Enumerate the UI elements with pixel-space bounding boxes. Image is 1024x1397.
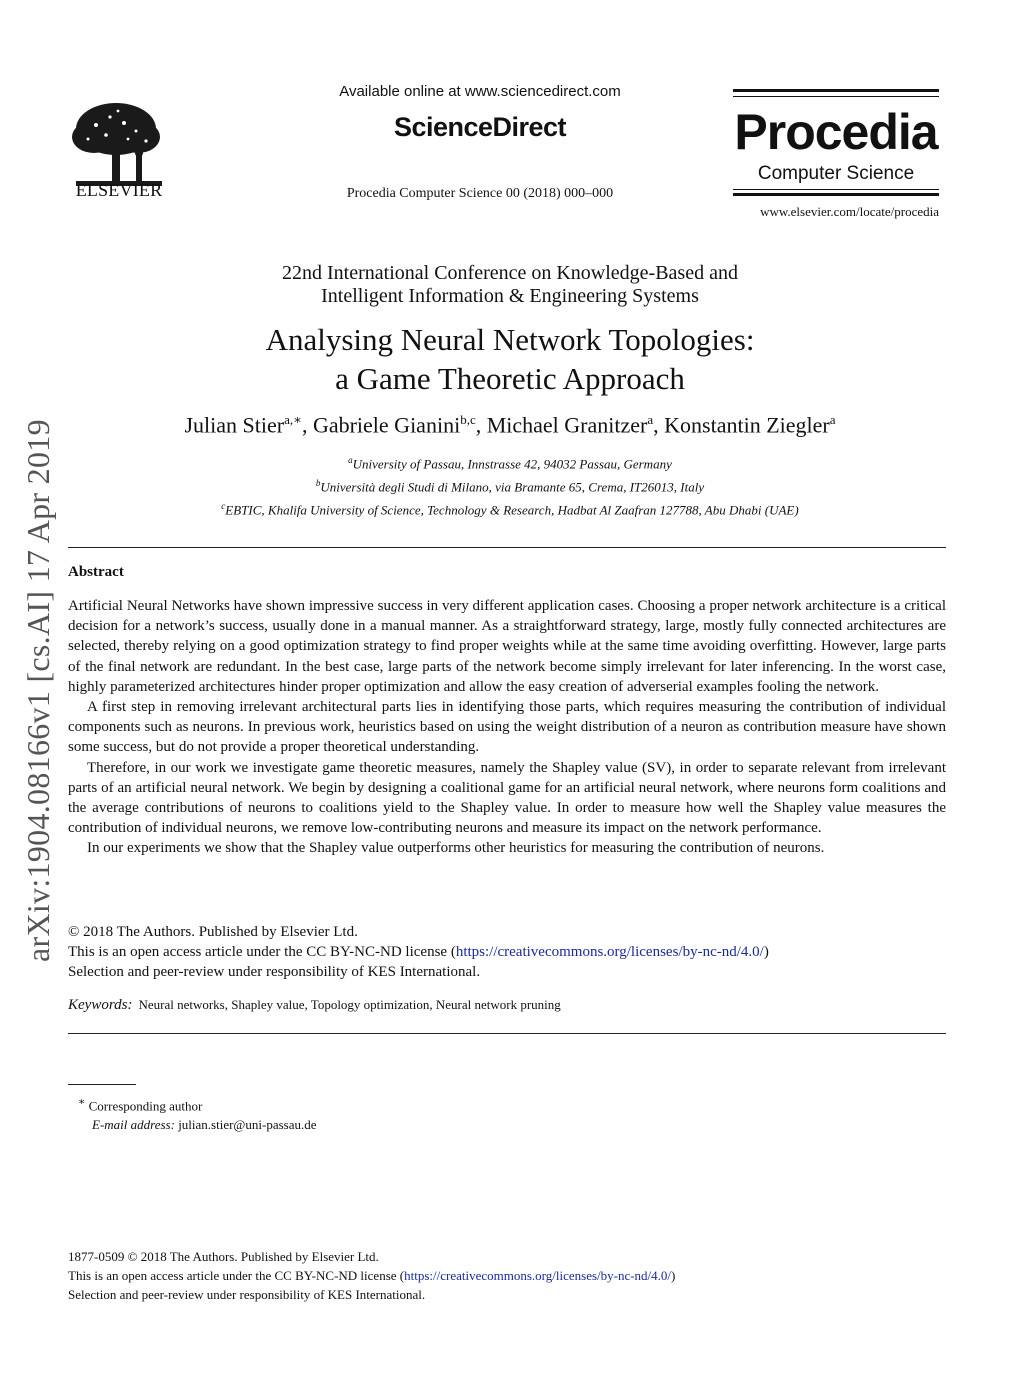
author-affiliation-mark[interactable]: a: [829, 412, 836, 427]
abstract-body: [68, 596, 946, 859]
abstract-bottom-rule: [68, 1033, 946, 1034]
author-separator: ,: [653, 412, 665, 438]
affiliation-text: Università degli Studi di Milano, via Bramante 65, Crema, IT26013, Italy: [320, 479, 705, 495]
procedia-rule: [733, 89, 939, 92]
author-name: Julian Stier: [184, 412, 285, 438]
abstract-paragraph: A first step in removing irrelevant architectural parts lies in identifying those parts, which requires measuring the contribution of individual components such as neurons. In previous work, heuristics based on using the weight distribution of a neuron as contribution measure have shown some success, but do not provide a proper theoretical understanding.: [68, 699, 946, 756]
bottom-peer-review-line: Selection and peer-review under responsibility of KES International.: [68, 1287, 426, 1302]
open-access-text: This is an open access article under the CC BY-NC-ND license (: [68, 1268, 405, 1283]
keywords-label: Keywords:: [68, 997, 133, 1013]
email-note: [78, 1115, 317, 1134]
abstract-paragraph: Therefore, in our work we investigate game theoretic measures, namely the Shapley value (SV), in order to separate relevant from irrelevant parts of an artificial neural network. We begin by designing a coalitional game for an artificial neural network, where neurons form coalitions and the average contributions of neurons to coalitions yield to the Shapley value. In order to measure how well the Shapley value measures the contribution of individual neurons, we remove low-contributing neurons and measure its impact on the network performance.: [68, 759, 946, 837]
author-separator: ,: [301, 412, 313, 438]
title-line-1: Analysing Neural Network Topologies:: [265, 322, 755, 357]
affiliation-item: [120, 451, 900, 474]
open-access-line: [68, 942, 946, 962]
open-access-text: This is an open access article under the CC BY-NC-ND license (: [68, 944, 456, 961]
conference-line-1: 22nd International Conference on Knowledge-Based and: [282, 262, 738, 284]
abstract-paragraph: Artificial Neural Networks have shown impressive success in very different application cases. Choosing a proper network architecture is a critical decision for a network’s success, usually done in a manual manner. As a straightforward strategy, large, mostly fully connected architectures are selected, thereby relying on a good optimization strategy to find proper weights while at the same time avoiding overfitting. However, large parts of the final network are redundant. In the best case, large parts of the network become simply irrelevant for later inferencing. In the worst case, highly parameterized architectures hinder proper optimization and allow the easy creation of adverserial examples fooling the network.: [68, 598, 946, 695]
corresponding-author-note: [78, 1093, 317, 1115]
author-name: Michael Granitzer: [486, 412, 648, 438]
affiliation-mark: a: [348, 455, 353, 465]
affiliation-text: EBTIC, Khalifa University of Science, Technology & Research, Hadbat Al Zaafran 127788, Abu Dhabi (UAE): [225, 501, 799, 517]
affiliation-text: University of Passau, Innstrasse 42, 94032 Passau, Germany: [352, 456, 672, 472]
email-label: E-mail address:: [92, 1117, 175, 1133]
affiliation-item: [120, 474, 900, 497]
paper-title: [160, 320, 860, 398]
available-online-text: Available online at www.sciencedirect.com: [339, 83, 621, 100]
elsevier-wordmark: ELSEVIER: [75, 180, 163, 200]
keywords-text: Neural networks, Shapley value, Topology optimization, Neural network pruning: [138, 997, 561, 1012]
footnote: [78, 1093, 317, 1134]
copyright-line: © 2018 The Authors. Published by Elsevier Ltd.: [68, 924, 358, 940]
abstract-heading: Abstract: [68, 564, 124, 580]
conference-line-2: Intelligent Information & Engineering Systems: [321, 285, 699, 307]
footnote-rule: [68, 1084, 136, 1085]
bottom-open-access-line: [68, 1266, 946, 1285]
bottom-license-link[interactable]: https://creativecommons.org/licenses/by-nc-nd/4.0/: [404, 1268, 672, 1283]
issn-line: 1877-0509 © 2018 The Authors. Published by Elsevier Ltd.: [68, 1249, 379, 1264]
arxiv-side-stamp[interactable]: arXiv:1904.08166v1 [cs.AI] 17 Apr 2019: [20, 419, 56, 962]
conference-name: [160, 262, 860, 308]
procedia-rule: [733, 193, 939, 196]
abstract-top-rule: [68, 547, 946, 548]
journal-url-link[interactable]: www.elsevier.com/locate/procedia: [760, 204, 939, 219]
procedia-logo: Procedia: [734, 104, 938, 160]
author-affiliation-mark[interactable]: a,∗: [284, 412, 302, 427]
author-name: Konstantin Ziegler: [664, 412, 830, 438]
author-affiliation-mark[interactable]: b,c: [460, 412, 476, 427]
bottom-copyright: [68, 1247, 946, 1304]
corresponding-author-text: Corresponding author: [88, 1098, 203, 1114]
license-block: [68, 922, 946, 983]
author-affiliation-mark[interactable]: a: [647, 412, 654, 427]
journal-reference: Procedia Computer Science 00 (2018) 000–000: [346, 186, 614, 201]
affiliation-item: [120, 497, 900, 520]
procedia-subtitle: Computer Science: [757, 163, 915, 184]
affiliation-mark: b: [315, 477, 321, 488]
open-access-text: ): [763, 944, 769, 961]
author-list: [90, 412, 930, 438]
procedia-rule: [733, 189, 939, 190]
sciencedirect-logo: ScienceDirect: [393, 112, 567, 142]
affiliation-mark: c: [221, 500, 226, 511]
email-address-link[interactable]: julian.stier@uni-passau.de: [178, 1117, 317, 1133]
procedia-rule: [733, 96, 939, 97]
author-name: Gabriele Gianini: [312, 412, 461, 438]
title-line-2: a Game Theoretic Approach: [335, 361, 685, 396]
abstract-paragraph: In our experiments we show that the Shapley value outperforms other heuristics for measuring the contribution of neurons.: [87, 840, 825, 857]
open-access-text: ): [671, 1268, 676, 1283]
author-separator: ,: [475, 412, 487, 438]
peer-review-line: Selection and peer-review under responsibility of KES International.: [68, 964, 481, 981]
footnote-mark: ∗: [78, 1096, 86, 1108]
affiliations: [120, 451, 900, 519]
license-link[interactable]: https://creativecommons.org/licenses/by-nc-nd/4.0/: [455, 944, 764, 961]
keywords: [68, 997, 946, 1014]
